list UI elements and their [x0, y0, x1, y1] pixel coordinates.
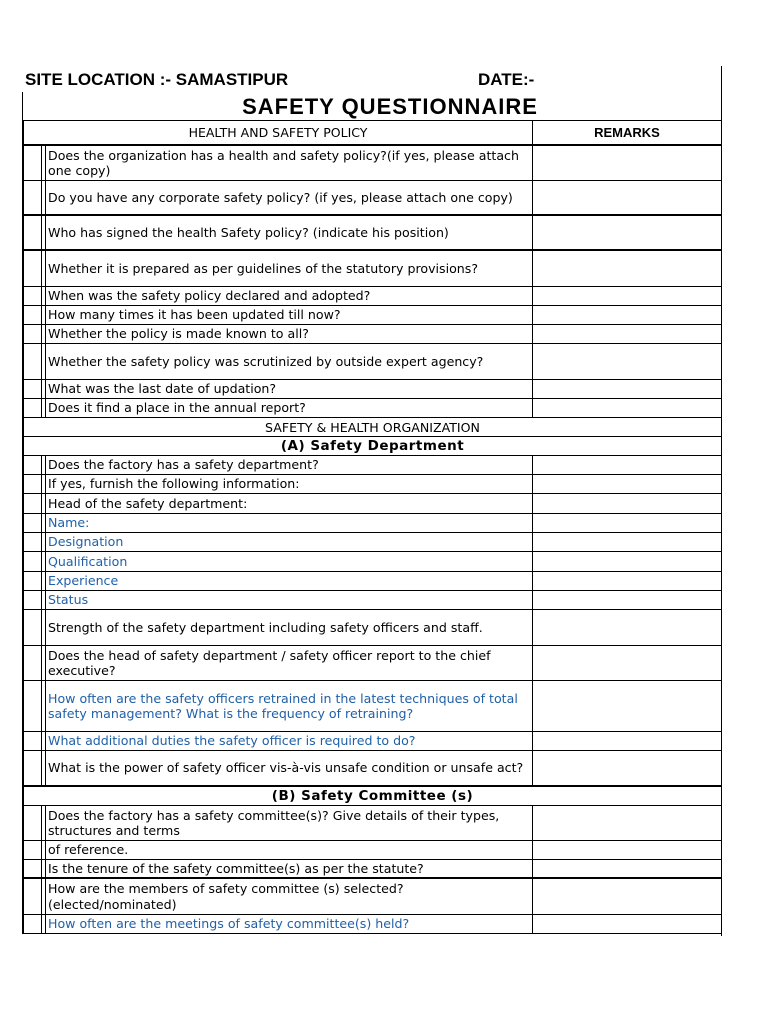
row-margin-cell	[22, 146, 42, 180]
question-text: Who has signed the health Safety policy? (indicate his position)	[48, 224, 449, 240]
remarks-cell[interactable]	[532, 732, 722, 750]
row-index-cell	[42, 251, 46, 286]
page-title: SAFETY QUESTIONNAIRE	[242, 94, 538, 119]
row-margin-cell	[22, 860, 42, 877]
row-index-cell	[42, 915, 46, 933]
row-index-cell	[42, 456, 46, 474]
question-text: Head of the safety department:	[48, 495, 248, 511]
remarks-cell[interactable]	[532, 646, 722, 680]
remarks-cell[interactable]	[532, 751, 722, 785]
row-margin-cell	[22, 646, 42, 680]
table-row	[22, 591, 722, 610]
subsection-heading: (A) Safety Department	[22, 437, 722, 455]
remarks-cell[interactable]	[532, 181, 722, 214]
subsection-heading: (B) Safety Committee (s)	[22, 787, 722, 805]
row-index-cell	[42, 306, 46, 324]
row-margin-cell	[22, 732, 42, 750]
row-index-cell	[42, 860, 46, 877]
row-margin-cell	[22, 514, 42, 532]
question-text: What additional duties the safety officer is required to do?	[48, 733, 416, 749]
remarks-cell[interactable]	[532, 806, 722, 840]
table-row	[22, 915, 722, 934]
row-index-cell	[42, 494, 46, 513]
date-label: DATE:-	[478, 70, 535, 89]
remarks-cell[interactable]	[532, 552, 722, 571]
question-text: Whether the safety policy was scrutinized by outside expert agency?	[48, 353, 484, 369]
remarks-cell[interactable]	[532, 325, 722, 343]
question-text: What is the power of safety officer vis-à-vis unsafe condition or unsafe act?	[48, 760, 524, 776]
table-row	[22, 514, 722, 533]
row-margin-cell	[22, 287, 42, 305]
row-index-cell	[42, 591, 46, 609]
row-index-cell	[42, 146, 46, 180]
table-row	[22, 572, 722, 591]
section-heading: SAFETY & HEALTH ORGANIZATION	[22, 418, 722, 436]
question-text: Experience	[48, 573, 119, 589]
table-row	[22, 552, 722, 572]
subsection-heading-row	[22, 787, 722, 806]
remarks-cell[interactable]	[532, 216, 722, 249]
question-text: Do you have any corporate safety policy? (if yes, please attach one copy)	[48, 189, 513, 205]
row-index-cell	[42, 732, 46, 750]
table-row	[22, 475, 722, 494]
table-row	[22, 325, 722, 344]
row-margin-cell	[22, 841, 42, 859]
section-heading-row	[22, 418, 722, 437]
table-row	[22, 841, 722, 860]
question-text: Strength of the safety department including safety officers and staff.	[48, 619, 483, 635]
row-margin-cell	[22, 494, 42, 513]
row-index-cell	[42, 514, 46, 532]
remarks-cell[interactable]	[532, 344, 722, 379]
row-margin-cell	[22, 533, 42, 551]
table-row	[22, 456, 722, 475]
row-margin-cell	[22, 751, 42, 785]
remarks-cell[interactable]	[532, 146, 722, 180]
table-row	[22, 399, 722, 418]
remarks-cell[interactable]	[532, 533, 722, 551]
row-index-cell	[42, 572, 46, 590]
row-index-cell	[42, 533, 46, 551]
remarks-cell[interactable]	[532, 841, 722, 859]
table-row	[22, 610, 722, 646]
row-index-cell	[42, 806, 46, 840]
question-text: What was the last date of updation?	[48, 381, 277, 397]
row-margin-cell	[22, 344, 42, 379]
remarks-column-header: REMARKS	[532, 121, 722, 144]
remarks-cell[interactable]	[532, 591, 722, 609]
table-row	[22, 287, 722, 306]
row-margin-cell	[22, 806, 42, 840]
table-row	[22, 344, 722, 380]
question-text: Is the tenure of the safety committee(s) as per the statute?	[48, 860, 424, 876]
row-index-cell	[42, 841, 46, 859]
question-text: How often are the meetings of safety committee(s) held?	[48, 916, 410, 932]
table-row	[22, 146, 722, 181]
table-row	[22, 751, 722, 787]
page-left-border	[22, 92, 23, 122]
question-text: Does it find a place in the annual report?	[48, 400, 306, 416]
question-text: How are the members of safety committee (s) selected? (elected/nominated)	[48, 881, 404, 912]
row-index-cell	[42, 879, 46, 914]
remarks-cell[interactable]	[532, 456, 722, 474]
remarks-cell[interactable]	[532, 306, 722, 324]
question-text: Does the factory has a safety committee(s)? Give details of their types, structures and terms	[48, 807, 500, 838]
row-margin-cell	[22, 380, 42, 398]
remarks-cell[interactable]	[532, 380, 722, 398]
subsection-heading-row	[22, 437, 722, 456]
remarks-cell[interactable]	[532, 399, 722, 417]
question-text: Whether the policy is made known to all?	[48, 326, 309, 342]
row-index-cell	[42, 287, 46, 305]
site-location: SITE LOCATION :- SAMASTIPUR	[25, 70, 289, 89]
remarks-cell[interactable]	[532, 879, 722, 914]
row-margin-cell	[22, 475, 42, 493]
remarks-cell[interactable]	[532, 915, 722, 933]
row-margin-cell	[22, 216, 42, 249]
question-text: Status	[48, 592, 89, 608]
table-row	[22, 646, 722, 681]
question-text: Does the factory has a safety department?	[48, 457, 319, 473]
table-row	[22, 879, 722, 915]
row-margin-cell	[22, 325, 42, 343]
table-row	[22, 732, 722, 751]
question-text: Whether it is prepared as per guidelines of the statutory provisions?	[48, 260, 479, 276]
row-margin-cell	[22, 610, 42, 645]
row-margin-cell	[22, 399, 42, 417]
remarks-cell[interactable]	[532, 475, 722, 493]
row-margin-cell	[22, 572, 42, 590]
row-margin-cell	[22, 915, 42, 933]
row-margin-cell	[22, 456, 42, 474]
question-text: of reference.	[48, 842, 129, 858]
row-margin-cell	[22, 181, 42, 214]
table-header-row	[22, 120, 722, 146]
table-row	[22, 860, 722, 879]
question-text: When was the safety policy declared and adopted?	[48, 288, 371, 304]
table-row	[22, 306, 722, 325]
table-row	[22, 806, 722, 841]
row-index-cell	[42, 325, 46, 343]
row-index-cell	[42, 610, 46, 645]
remarks-cell[interactable]	[532, 681, 722, 731]
table-row	[22, 533, 722, 552]
row-index-cell	[42, 380, 46, 398]
row-index-cell	[42, 751, 46, 785]
question-text: Does the organization has a health and safety policy?(if yes, please attach one copy)	[48, 147, 519, 178]
table-row	[22, 181, 722, 216]
row-margin-cell	[22, 681, 42, 731]
remarks-cell[interactable]	[532, 287, 722, 305]
table-row	[22, 681, 722, 732]
question-text: Qualification	[48, 553, 128, 569]
row-index-cell	[42, 646, 46, 680]
row-index-cell	[42, 344, 46, 379]
row-index-cell	[42, 681, 46, 731]
remarks-cell[interactable]	[532, 251, 722, 286]
row-index-cell	[42, 399, 46, 417]
table-row	[22, 251, 722, 287]
question-text: Name:	[48, 515, 90, 531]
row-index-cell	[42, 475, 46, 493]
table-row	[22, 216, 722, 251]
question-text: How often are the safety officers retrained in the latest techniques of total safety management? What is the frequency of retraining?	[48, 690, 518, 721]
row-index-cell	[42, 181, 46, 214]
table-row	[22, 380, 722, 399]
question-column-header: HEALTH AND SAFETY POLICY	[22, 121, 532, 144]
question-text: Designation	[48, 534, 124, 550]
row-margin-cell	[22, 552, 42, 571]
row-margin-cell	[22, 879, 42, 914]
question-text: How many times it has been updated till now?	[48, 307, 341, 323]
remarks-cell[interactable]	[532, 514, 722, 532]
remarks-cell[interactable]	[532, 572, 722, 590]
remarks-cell[interactable]	[532, 610, 722, 645]
row-index-cell	[42, 216, 46, 249]
question-text: Does the head of safety department / safety officer report to the chief executive?	[48, 647, 491, 678]
table-row	[22, 494, 722, 514]
remarks-cell[interactable]	[532, 860, 722, 877]
remarks-cell[interactable]	[532, 494, 722, 513]
row-margin-cell	[22, 306, 42, 324]
row-margin-cell	[22, 251, 42, 286]
row-index-cell	[42, 552, 46, 571]
row-margin-cell	[22, 591, 42, 609]
question-text: If yes, furnish the following information:	[48, 476, 300, 492]
